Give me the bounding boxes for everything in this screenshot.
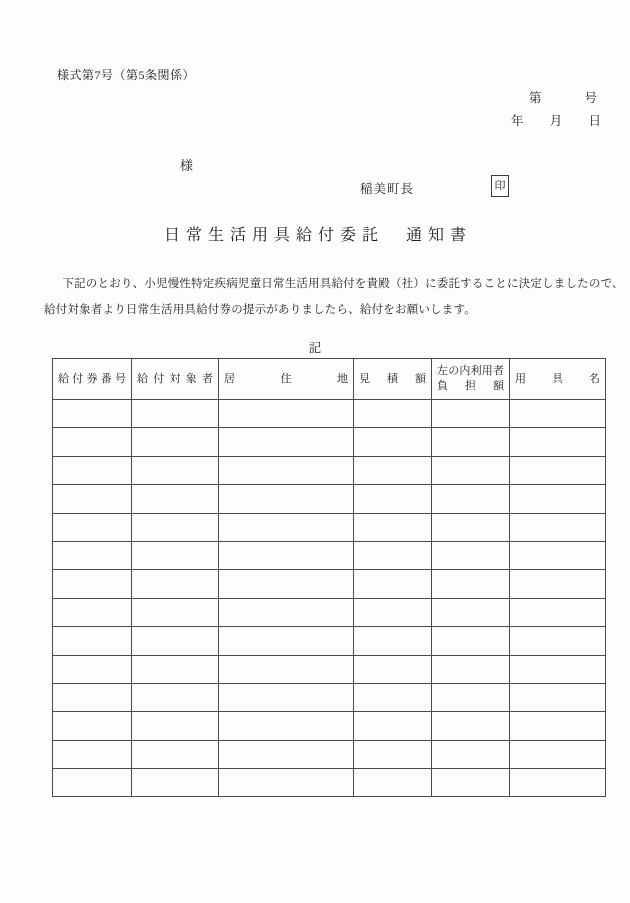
table-cell-empty [354, 655, 432, 683]
table-cell-empty [219, 655, 354, 683]
table-cell-empty [132, 456, 219, 484]
table-cell-empty [354, 570, 432, 598]
table-cell-empty [432, 456, 510, 484]
table-row [53, 627, 606, 655]
table-row [53, 513, 606, 541]
table-cell-empty [53, 485, 132, 513]
table-cell-empty [53, 712, 132, 740]
table-cell-empty [132, 740, 219, 768]
table-cell-empty [354, 541, 432, 569]
table-cell-empty [53, 655, 132, 683]
grant-table [52, 358, 606, 797]
table-row [53, 456, 606, 484]
table-cell-empty [510, 740, 606, 768]
table-cell-empty [219, 400, 354, 428]
table-cell-empty [354, 627, 432, 655]
date-day-label: 日 [588, 114, 601, 128]
table-cell-empty [53, 570, 132, 598]
col-header-voucher-number: 給付券番号 [53, 359, 132, 400]
table-cell-empty [432, 683, 510, 711]
table-cell-empty [219, 570, 354, 598]
table-cell-empty [53, 769, 132, 797]
table-cell-empty [132, 598, 219, 626]
document-number-line [529, 88, 597, 106]
table-cell-empty [510, 485, 606, 513]
sender-name: 稲美町長 [360, 182, 415, 196]
table-cell-empty [354, 513, 432, 541]
record-marker: 記 [308, 341, 322, 355]
table-cell-empty [432, 570, 510, 598]
table-cell-empty [132, 485, 219, 513]
table-cell-empty [354, 712, 432, 740]
table-cell-empty [354, 485, 432, 513]
table-body [53, 400, 606, 797]
table-cell-empty [432, 428, 510, 456]
table-cell-empty [53, 627, 132, 655]
table-row [53, 485, 606, 513]
document-title: 日常生活用具給付委託 通知書 [163, 227, 472, 244]
table-cell-empty [219, 683, 354, 711]
addressee-suffix: 様 [180, 158, 194, 173]
table-cell-empty [510, 513, 606, 541]
table-cell-empty [354, 598, 432, 626]
table-cell-empty [53, 541, 132, 569]
table-cell-empty [219, 428, 354, 456]
table-cell-empty [132, 627, 219, 655]
table-row [53, 598, 606, 626]
table-row [53, 712, 606, 740]
table-row [53, 769, 606, 797]
date-line [511, 111, 601, 129]
col-header-user-share: 左の内利用者負担額 [432, 359, 510, 400]
table-cell-empty [432, 627, 510, 655]
col-header-equipment-name: 用具名 [510, 359, 606, 400]
table-cell-empty [432, 598, 510, 626]
table-cell-empty [132, 400, 219, 428]
table-cell-empty [432, 400, 510, 428]
table-cell-empty [432, 712, 510, 740]
table-row [53, 400, 606, 428]
table-cell-empty [219, 513, 354, 541]
table-cell-empty [510, 541, 606, 569]
table-cell-empty [219, 627, 354, 655]
table-cell-empty [354, 769, 432, 797]
body-paragraph [44, 272, 624, 323]
table-row [53, 541, 606, 569]
table-cell-empty [132, 513, 219, 541]
table-cell-empty [53, 740, 132, 768]
date-month-label: 月 [549, 114, 563, 128]
doc-number-prefix: 第 [529, 91, 542, 105]
table-cell-empty [510, 769, 606, 797]
table-cell-empty [432, 740, 510, 768]
table-row [53, 428, 606, 456]
table-cell-empty [219, 485, 354, 513]
table-cell-empty [354, 683, 432, 711]
table-cell-empty [354, 456, 432, 484]
table-row [53, 683, 606, 711]
table-cell-empty [132, 712, 219, 740]
table-cell-empty [510, 627, 606, 655]
col-header-residence: 居住地 [219, 359, 354, 400]
table-cell-empty [354, 428, 432, 456]
table-cell-empty [432, 655, 510, 683]
table-cell-empty [219, 541, 354, 569]
table-cell-empty [53, 683, 132, 711]
table-cell-empty [219, 769, 354, 797]
table-cell-empty [432, 513, 510, 541]
seal-mark: 印 [491, 175, 509, 197]
table-row [53, 570, 606, 598]
table-cell-empty [432, 485, 510, 513]
body-line: 下記のとおり、小児慢性特定疾病児童日常生活用具給付を貴殿（社）に委託することに決定しましたので、 [62, 278, 624, 290]
table-cell-empty [510, 712, 606, 740]
table-cell-empty [53, 428, 132, 456]
table-cell-empty [53, 400, 132, 428]
col-header-recipient: 給付対象者 [132, 359, 219, 400]
doc-number-suffix: 号 [584, 91, 597, 105]
table-cell-empty [219, 598, 354, 626]
table-cell-empty [219, 712, 354, 740]
table-cell-empty [53, 513, 132, 541]
table-row [53, 740, 606, 768]
table-cell-empty [132, 541, 219, 569]
table-cell-empty [510, 570, 606, 598]
table-cell-empty [354, 740, 432, 768]
table-cell-empty [510, 598, 606, 626]
table-cell-empty [132, 570, 219, 598]
col-header-estimate-amount: 見積額 [354, 359, 432, 400]
table-cell-empty [510, 400, 606, 428]
table-cell-empty [53, 456, 132, 484]
table-cell-empty [132, 769, 219, 797]
table-cell-empty [510, 428, 606, 456]
date-year-label: 年 [511, 114, 524, 128]
table-cell-empty [510, 456, 606, 484]
form-number: 様式第7号（第5条関係） [57, 68, 196, 82]
table-cell-empty [219, 740, 354, 768]
table-row [53, 655, 606, 683]
table-cell-empty [132, 428, 219, 456]
table-cell-empty [354, 400, 432, 428]
table-cell-empty [432, 541, 510, 569]
table-cell-empty [53, 598, 132, 626]
body-line: 給付対象者より日常生活用具給付券の提示がありましたら、給付をお願いします。 [44, 303, 476, 316]
table-cell-empty [132, 655, 219, 683]
table-cell-empty [432, 769, 510, 797]
table-cell-empty [510, 655, 606, 683]
table-cell-empty [132, 683, 219, 711]
table-cell-empty [219, 456, 354, 484]
table-header-row [53, 359, 606, 400]
table-cell-empty [510, 683, 606, 711]
